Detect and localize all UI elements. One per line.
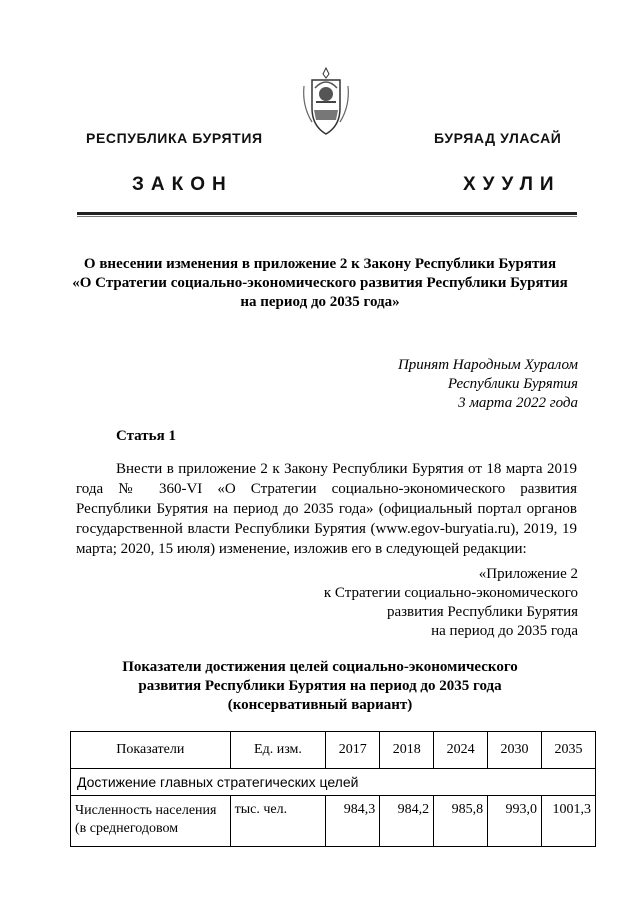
column-header: 2035 <box>542 732 596 769</box>
indicators-table <box>70 731 596 847</box>
indicator-unit: тыс. чел. <box>230 796 326 847</box>
indicator-value: 993,0 <box>488 796 542 847</box>
law-title-line: на период до 2035 года» <box>240 294 400 310</box>
indicators-title <box>60 658 580 715</box>
republic-name-russian: РЕСПУБЛИКА БУРЯТИЯ <box>86 130 263 146</box>
article-text-line: государственной власти Республики Бурятия (www.egov-buryatia.ru), 2019, 19 <box>76 521 577 537</box>
republic-name-buryat: БУРЯАД УЛАСАЙ <box>434 130 562 146</box>
coat-of-arms-emblem <box>300 66 352 138</box>
adoption-line: 3 марта 2022 года <box>458 395 578 411</box>
table-row <box>71 796 596 847</box>
column-header: 2017 <box>326 732 380 769</box>
table-group-row <box>71 769 596 796</box>
law-label-russian: ЗАКОН <box>132 174 233 195</box>
column-header: Ед. изм. <box>230 732 326 769</box>
header-divider <box>77 212 577 215</box>
appendix-line: на период до 2035 года <box>431 623 578 639</box>
law-title <box>60 255 580 312</box>
group-label: Достижение главных стратегических целей <box>71 769 596 796</box>
law-title-line: О внесении изменения в приложение 2 к Закону Республики Бурятия <box>83 256 557 272</box>
article-text-line: марта; 2020, 15 июля) изменение, изложив его в следующей редакции: <box>76 541 527 557</box>
adoption-line: Принят Народным Хуралом <box>397 357 578 373</box>
indicator-name: Численность населения (в среднегодовом <box>71 796 231 847</box>
column-header: Показатели <box>71 732 231 769</box>
adoption-line: Республики Бурятия <box>447 376 578 392</box>
indicator-value: 985,8 <box>434 796 488 847</box>
column-header: 2030 <box>488 732 542 769</box>
column-header: 2018 <box>380 732 434 769</box>
article-text-line: Республики Бурятия на период до 2035 года» (официальный портал органов <box>76 501 577 517</box>
law-label-buryat: ХУУЛИ <box>463 174 561 195</box>
article-heading: Статья 1 <box>116 428 176 444</box>
appendix-line: развития Республики Бурятия <box>386 604 578 620</box>
column-header: 2024 <box>434 732 488 769</box>
indicators-title-line: Показатели достижения целей социально-экономического <box>122 659 518 675</box>
header-divider-thin <box>77 216 577 217</box>
law-title-line: «О Стратегии социально-экономического развития Республики Бурятия <box>72 275 568 291</box>
article-text-line: года № 360-VI «О Стратегии социально-экономического развития <box>76 481 577 497</box>
article-text-line: Внести в приложение 2 к Закону Республики Бурятия от 18 марта 2019 <box>116 461 577 477</box>
table-header-row <box>71 732 596 769</box>
indicator-value: 984,3 <box>326 796 380 847</box>
appendix-reference <box>250 565 578 641</box>
indicators-title-line: развития Республики Бурятия на период до 2035 года <box>138 678 502 694</box>
indicators-title-line: (консервативный вариант) <box>227 697 413 713</box>
appendix-line: к Стратегии социально-экономического <box>323 585 578 601</box>
appendix-line: «Приложение 2 <box>478 566 578 582</box>
adoption-note <box>300 356 578 413</box>
article-text <box>76 459 577 559</box>
indicator-value: 984,2 <box>380 796 434 847</box>
indicator-value: 1001,3 <box>542 796 596 847</box>
